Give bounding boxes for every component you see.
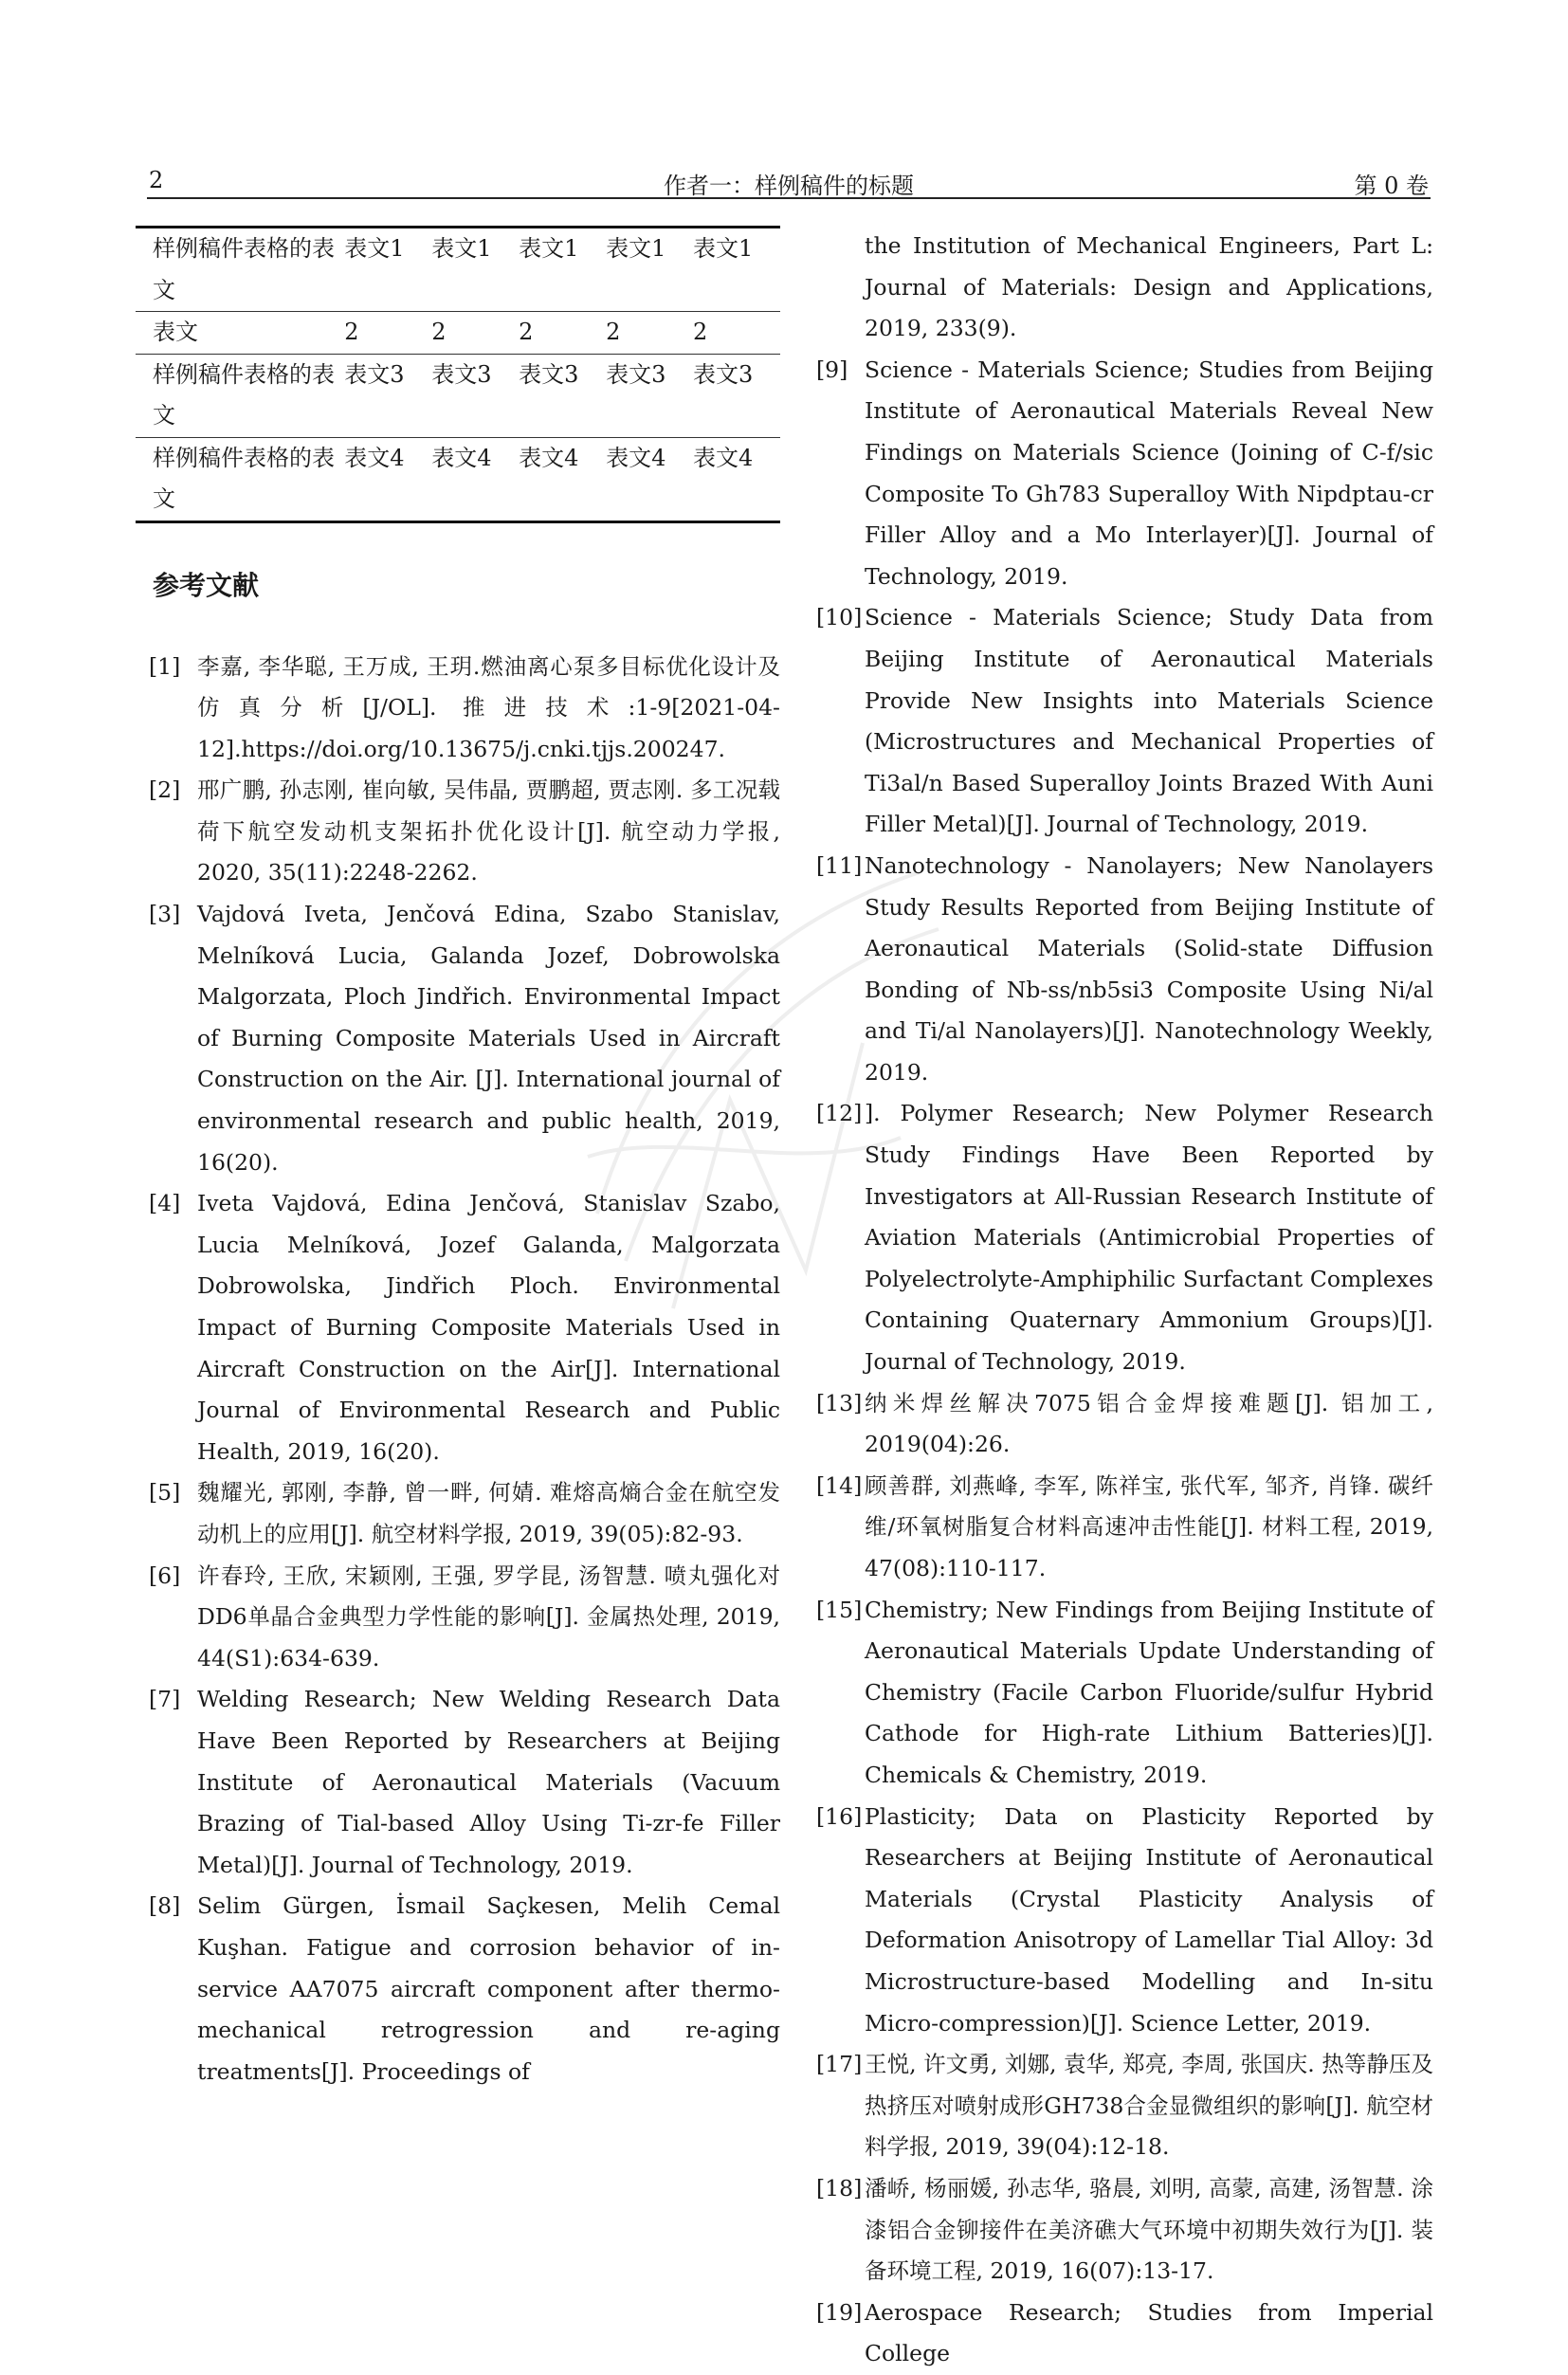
reference-number: [19] bbox=[816, 2298, 863, 2326]
table-row bbox=[136, 437, 780, 521]
reference-number: [8] bbox=[149, 1892, 181, 1920]
table-cell: 表文3 bbox=[606, 360, 666, 388]
references-heading: 参考文献 bbox=[153, 569, 260, 601]
table-cell: 表文1 bbox=[606, 235, 666, 262]
reference-text: 纳米焊丝解决7075铝合金焊接难题[J]. 铝加工, 2019(04):26. bbox=[865, 1389, 1433, 1458]
reference-item bbox=[812, 846, 1433, 1094]
reference-item bbox=[812, 1383, 1433, 1466]
table-row-label: 样例稿件表格的表文 bbox=[153, 360, 335, 429]
reference-text: 王悦, 许文勇, 刘娜, 袁华, 郑亮, 李周, 张国庆. 热等静压及热挤压对喷射成形GH738合金显微组织的影响[J]. 航空材料学报, 2019, 39(04):12-18. bbox=[865, 2051, 1433, 2161]
reference-item bbox=[812, 597, 1433, 846]
table-cell: 表文3 bbox=[344, 360, 405, 388]
reference-text: 顾善群, 刘燕峰, 李军, 陈祥宝, 张代军, 邹齐, 肖锋. 碳纤维/环氧树脂复合材料高速冲击性能[J]. 材料工程, 2019, 47(08):110-117. bbox=[865, 1471, 1433, 1581]
reference-text: Chemistry; New Findings from Beijing Institute of Aeronautical Materials Update Understanding of Chemistry (Facile Carbon Fluoride/sulfur Hybrid Cathode for High-rate Lithium Batteries)[J]. Chemicals & Chemistry, 2019. bbox=[865, 1596, 1433, 1788]
reference-item bbox=[136, 1556, 780, 1680]
reference-continuation: the Institution of Mechanical Engineers, Part L: Journal of Materials: Design and Applications, 2019, 233(9). bbox=[865, 232, 1433, 342]
reference-list-right bbox=[812, 350, 1433, 2375]
reference-item bbox=[812, 1466, 1433, 1590]
reference-item bbox=[136, 1679, 780, 1886]
table-cell: 2 bbox=[693, 319, 708, 345]
reference-item bbox=[812, 1590, 1433, 1797]
table-row-label: 表文 bbox=[153, 319, 198, 345]
reference-number: [13] bbox=[816, 1389, 863, 1416]
reference-item bbox=[136, 1472, 780, 1555]
table-cell: 2 bbox=[519, 319, 534, 345]
sample-table bbox=[136, 226, 780, 523]
reference-text: Welding Research; New Welding Research Data Have Been Reported by Researchers at Beijing Institute of Aeronautical Materials (Vacuum Brazing of Tial-based Alloy Using Ti-zr-fe Filler Metal)[J]. Journal of Technology, 2019. bbox=[197, 1686, 780, 1878]
reference-text: Vajdová Iveta, Jenčová Edina, Szabo Stanislav, Melníková Lucia, Galanda Jozef, Dobrowolska Malgorzata, Ploch Jindřich. Environmental Impact of Burning Composite Materials Used in Aircraft Construction on the Air. [J]. International journal of environmental research and public health, 2019, 16(20). bbox=[197, 901, 780, 1176]
reference-item bbox=[136, 894, 780, 1183]
reference-text: 邢广鹏, 孙志刚, 崔向敏, 吴伟晶, 贾鹏超, 贾志刚. 多工况载荷下航空发动机支架拓扑优化设计[J]. 航空动力学报, 2020, 35(11):2248-2262. bbox=[197, 776, 780, 886]
table-cell: 表文4 bbox=[693, 444, 754, 471]
reference-item bbox=[812, 2168, 1433, 2293]
reference-list-left bbox=[136, 647, 780, 2093]
table-cell: 2 bbox=[606, 319, 621, 345]
reference-number: [3] bbox=[149, 901, 181, 928]
page-number: 2 bbox=[149, 167, 164, 193]
table-cell: 表文4 bbox=[344, 444, 405, 471]
reference-item bbox=[812, 1797, 1433, 2045]
table-cell: 表文4 bbox=[431, 444, 492, 471]
table-cell: 2 bbox=[431, 319, 447, 345]
reference-number: [9] bbox=[816, 356, 848, 383]
reference-text: 李嘉, 李华聪, 王万成, 王玥.燃油离心泵多目标优化设计及仿真分析[J/OL]. 推进技术:1-9[2021-04-12].https://doi.org/10.13675/j.cnki.tjjs.200247. bbox=[197, 652, 780, 762]
reference-text: Plasticity; Data on Plasticity Reported by Researchers at Beijing Institute of Aeronautical Materials (Crystal Plasticity Analysis of Deformation Anisotropy of Lamellar Tial Alloy: 3d Microstructure-based Modelling and In-situ Micro-compression)[J]. Science Letter, 2019. bbox=[865, 1802, 1433, 2037]
reference-text: Aerospace Research; Studies from Imperial College bbox=[865, 2298, 1433, 2367]
reference-number: [17] bbox=[816, 2051, 863, 2078]
table-row bbox=[136, 228, 780, 312]
table-row-label: 样例稿件表格的表文 bbox=[153, 444, 335, 512]
table-row bbox=[136, 354, 780, 437]
reference-text: Science - Materials Science; Study Data from Beijing Institute of Aeronautical Materials Provide New Insights into Materials Science (Microstructures and Mechanical Properties of Ti3al/n Based Superalloy Joints Brazed With Auni Filler Metal)[J]. Journal of Technology, 2019. bbox=[865, 604, 1433, 838]
reference-item bbox=[812, 2293, 1433, 2375]
reference-number: [2] bbox=[149, 776, 181, 804]
table-cell: 表文1 bbox=[344, 235, 405, 262]
reference-text: Nanotechnology - Nanolayers; New Nanolayers Study Results Reported from Beijing Institute of Aeronautical Materials (Solid-state Diffusion Bonding of Nb-ss/nb5si3 Composite Using Ni/al and Ti/al Nanolayers)[J]. Nanotechnology Weekly, 2019. bbox=[865, 851, 1433, 1086]
reference-number: [4] bbox=[149, 1190, 181, 1217]
reference-text: Selim Gürgen, İsmail Saçkesen, Melih Cemal Kuşhan. Fatigue and corrosion behavior of in-service AA7075 aircraft component after thermo-mechanical retrogression and re-aging treatments[J]. Proceedings of bbox=[197, 1892, 780, 2085]
table-cell: 表文3 bbox=[693, 360, 754, 388]
running-title: 作者一：样例稿件的标题 bbox=[664, 173, 914, 199]
reference-number: [10] bbox=[816, 604, 863, 631]
table-cell: 表文1 bbox=[693, 235, 754, 262]
reference-number: [1] bbox=[149, 652, 181, 680]
table-cell: 表文1 bbox=[519, 235, 579, 262]
table-row bbox=[136, 312, 780, 355]
table-cell: 表文4 bbox=[606, 444, 666, 471]
reference-number: [14] bbox=[816, 1471, 863, 1499]
reference-number: [16] bbox=[816, 1802, 863, 1830]
reference-text: Iveta Vajdová, Edina Jenčová, Stanislav Szabo, Lucia Melníková, Jozef Galanda, Malgorzata Dobrowolska, Jindřich Ploch. Environmental Impact of Burning Composite Materials Used in Aircraft Construction on the Air[J]. International Journal of Environmental Research and Public Health, 2019, 16(20). bbox=[197, 1190, 780, 1465]
reference-number: [12] bbox=[816, 1100, 863, 1127]
table-cell: 表文4 bbox=[519, 444, 579, 471]
table-cell: 2 bbox=[344, 319, 359, 345]
reference-text: ]. Polymer Research; New Polymer Research Study Findings Have Been Reported by Investigators at All-Russian Research Institute of Aviation Materials (Antimicrobial Properties of Polyelectrolyte-Amphiphilic Surfactant Complexes Containing Quaternary Ammonium Groups)[J]. Journal of Technology, 2019. bbox=[865, 1100, 1433, 1376]
volume-label: 第 0 卷 bbox=[1354, 173, 1429, 199]
reference-text: 潘峤, 杨丽媛, 孙志华, 骆晨, 刘明, 高蒙, 高建, 汤智慧. 涂漆铝合金铆接件在美济礁大气环境中初期失效行为[J]. 装备环境工程, 2019, 16(07):13-17. bbox=[865, 2174, 1433, 2285]
reference-number: [6] bbox=[149, 1562, 181, 1589]
reference-item bbox=[136, 1886, 780, 2092]
reference-number: [7] bbox=[149, 1686, 181, 1713]
right-column bbox=[812, 226, 1433, 2375]
reference-text: 魏耀光, 郭刚, 李静, 曾一畔, 何婧. 难熔高熵合金在航空发动机上的应用[J]. 航空材料学报, 2019, 39(05):82-93. bbox=[197, 1479, 780, 1547]
running-header bbox=[147, 163, 1431, 199]
table-cell: 表文3 bbox=[519, 360, 579, 388]
reference-item bbox=[136, 647, 780, 771]
reference-item bbox=[812, 2044, 1433, 2168]
reference-item bbox=[812, 1093, 1433, 1382]
reference-number: [18] bbox=[816, 2174, 863, 2201]
reference-number: [11] bbox=[816, 851, 863, 879]
reference-text: Science - Materials Science; Studies from Beijing Institute of Aeronautical Materials Reveal New Findings on Materials Science (Joining of C-f/sic Composite To Gh783 Superalloy With Nipdptau-cr Filler Alloy and a Mo Interlayer)[J]. Journal of Technology, 2019. bbox=[865, 356, 1433, 590]
reference-item bbox=[812, 350, 1433, 598]
reference-item bbox=[136, 770, 780, 894]
table-cell: 表文1 bbox=[431, 235, 492, 262]
left-column bbox=[136, 226, 780, 2092]
reference-item bbox=[136, 1183, 780, 1472]
reference-text: 许春玲, 王欣, 宋颖刚, 王强, 罗学昆, 汤智慧. 喷丸强化对DD6单晶合金典型力学性能的影响[J]. 金属热处理, 2019, 44(S1):634-639. bbox=[197, 1562, 780, 1672]
table-row-label: 样例稿件表格的表文 bbox=[153, 235, 335, 303]
reference-number: [15] bbox=[816, 1596, 863, 1623]
table-cell: 表文3 bbox=[431, 360, 492, 388]
reference-number: [5] bbox=[149, 1479, 181, 1507]
